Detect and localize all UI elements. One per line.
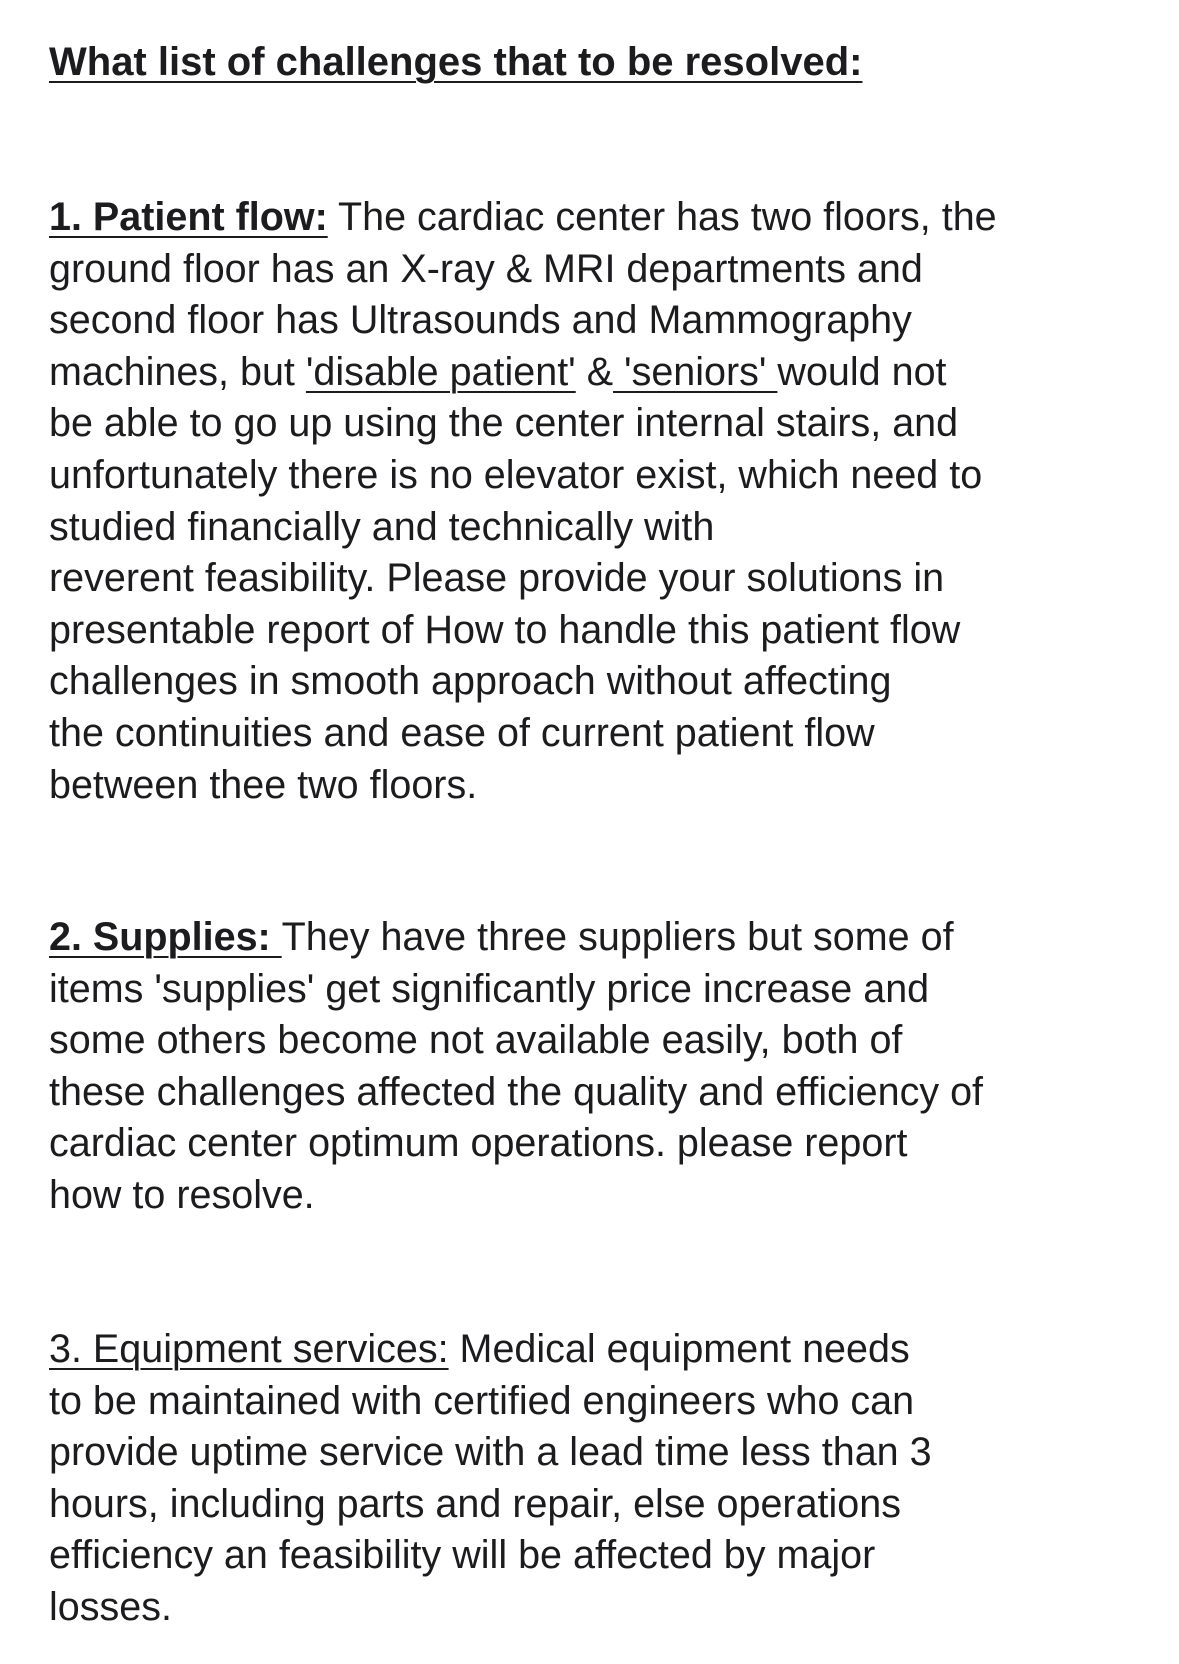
supplies-text: They have three suppliers but some of items 'supplies' get significantly price increase and some others become not available easily, both of these challenges affected the quality and efficiency of cardiac center optimum operations. please report how to resolve. [49, 915, 984, 1217]
equipment-services-label: 3. Equipment services: [49, 1327, 449, 1371]
patient-flow-label: 1. Patient flow: [49, 195, 328, 239]
page-heading: What list of challenges that to be resolved: [49, 40, 863, 84]
document-page [49, 36, 1159, 1629]
disable-patient-term: 'disable patient' [305, 349, 576, 394]
challenge-equipment-services [49, 1324, 932, 1634]
seniors-term: 'seniors' [613, 349, 778, 394]
ampersand: & [575, 349, 614, 394]
patient-flow-text-a: The cardiac center has two floors, the ground floor has an X-ray & MRI departments and second floor has Ultrasounds and Mammography machines, but [49, 195, 997, 394]
patient-flow-text-b: would not be able to go up using the center internal stairs, and unfortunately there is no elevator exist, which need to studied financially and technically with reverent feasibility. Please provide your solutions in presentable report of How to handle this patient flow challenges in smooth approach without affecting the continuities and ease of current patient flow between thee two floors. [49, 349, 983, 807]
challenge-patient-flow [49, 192, 997, 811]
equipment-services-text: Medical equipment needs to be maintained with certified engineers who can provide uptime service with a lead time less than 3 hours, including parts and repair, else operations efficiency an feasibility will be affected by major losses. [49, 1327, 932, 1629]
challenge-supplies [49, 912, 983, 1222]
supplies-label: 2. Supplies: [49, 915, 282, 959]
